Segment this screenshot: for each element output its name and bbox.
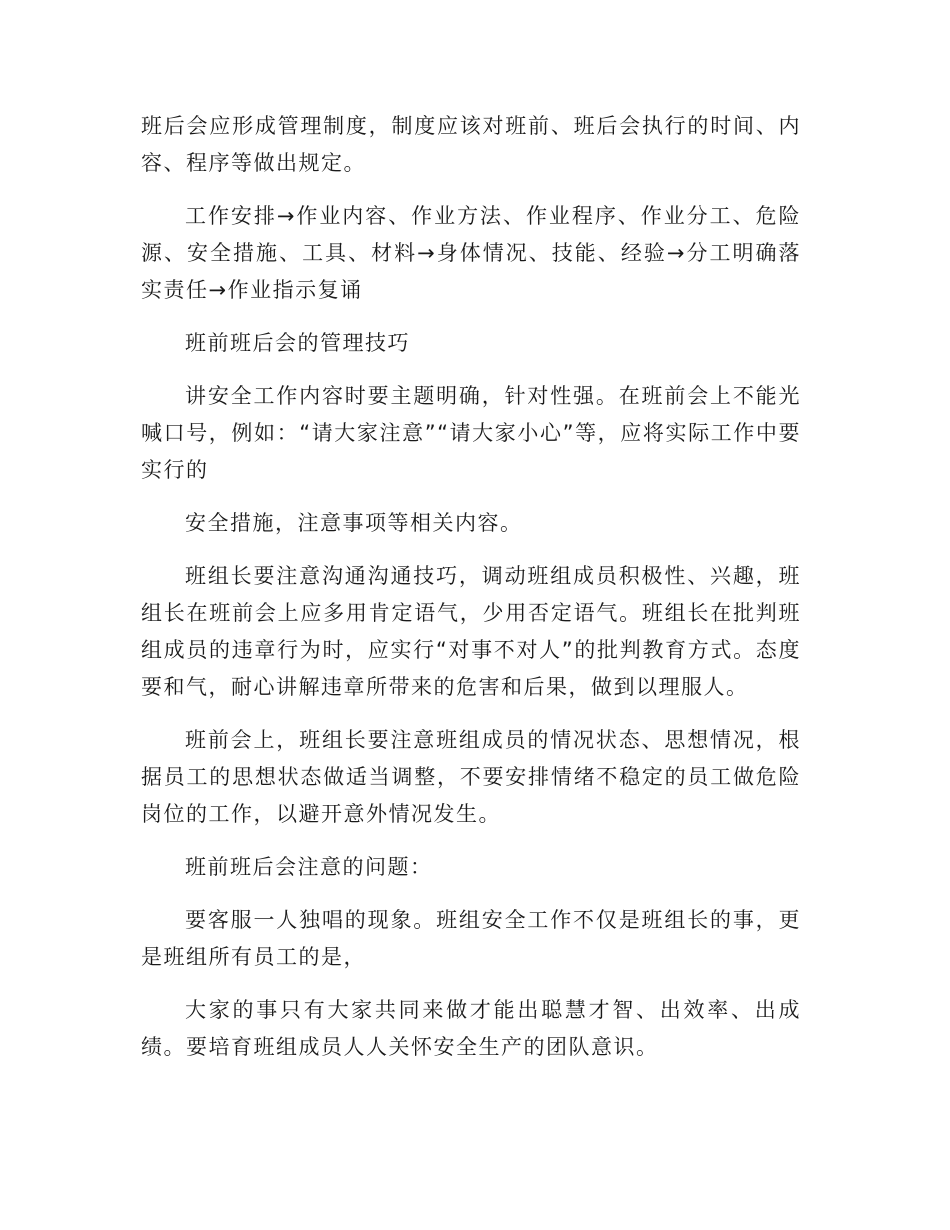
paragraph-4: 讲安全工作内容时要主题明确，针对性强。在班前会上不能光喊口号，例如：“请大家注意”“请大家小心”等，应将实际工作中要实行的 bbox=[141, 384, 801, 482]
paragraph-7: 班前会上，班组长要注意班组成员的情况状态、思想情况，根据员工的思想状态做适当调整，不要安排情绪不稳定的员工做危险岗位的工作，以避开意外情况发生。 bbox=[141, 728, 801, 826]
paragraph-1: 班后会应形成管理制度，制度应该对班前、班后会执行的时间、内容、程序等做出规定。 bbox=[141, 114, 801, 175]
section-heading: 班前班后会的管理技巧 bbox=[185, 331, 410, 355]
paragraph-2: 工作安排→作业内容、作业方法、作业程序、作业分工、危险源、安全措施、工具、材料→身体情况、技能、经验→分工明确落实责任→作业指示复诵 bbox=[141, 204, 801, 302]
paragraph-5: 安全措施，注意事项等相关内容。 bbox=[185, 511, 523, 535]
paragraph-9: 要客服一人独唱的现象。班组安全工作不仅是班组长的事，更是班组所有员工的是， bbox=[141, 908, 801, 969]
subsection-heading: 班前班后会注意的问题： bbox=[185, 855, 433, 879]
document-body bbox=[141, 108, 801, 1082]
paragraph-6: 班组长要注意沟通沟通技巧，调动班组成员积极性、兴趣，班组长在班前会上应多用肯定语气，少用否定语气。班组长在批判班组成员的违章行为时，应实行“对事不对人”的批判教育方式。态度要和气，耐心讲解违章所带来的危害和后果，做到以理服人。 bbox=[141, 564, 801, 699]
paragraph-10: 大家的事只有大家共同来做才能出聪慧才智、出效率、出成绩。要培育班组成员人人关怀安全生产的团队意识。 bbox=[141, 998, 801, 1059]
